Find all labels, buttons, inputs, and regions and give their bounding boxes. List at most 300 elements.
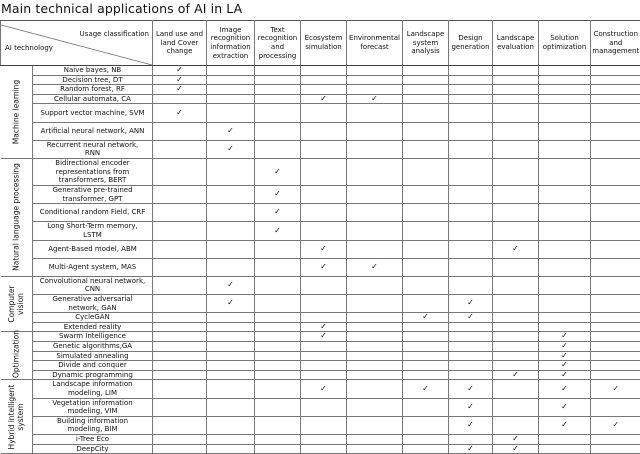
usage-cell <box>153 398 207 416</box>
usage-cell <box>347 258 403 276</box>
check-mark-icon: ✓ <box>561 331 568 340</box>
usage-cell <box>207 361 255 371</box>
usage-cell <box>493 140 539 158</box>
usage-cell <box>449 204 493 222</box>
table-row <box>1 398 640 416</box>
check-mark-icon: ✓ <box>612 384 619 393</box>
usage-cell <box>301 240 347 258</box>
usage-cell <box>403 158 449 185</box>
technology-name: Decision tree, DT <box>33 75 153 85</box>
table-row <box>1 342 640 352</box>
usage-cell <box>301 75 347 85</box>
check-mark-icon: ✓ <box>467 312 474 321</box>
usage-cell <box>403 122 449 140</box>
usage-cell <box>255 158 301 185</box>
usage-cell <box>449 351 493 361</box>
usage-cell <box>255 104 301 122</box>
usage-cell <box>493 258 539 276</box>
usage-cell <box>449 380 493 398</box>
group-label: Natural language processing <box>12 160 21 274</box>
check-mark-icon: ✓ <box>561 360 568 369</box>
check-mark-icon: ✓ <box>371 262 378 271</box>
usage-cell <box>207 444 255 454</box>
usage-cell <box>153 361 207 371</box>
usage-cell <box>207 122 255 140</box>
column-header: Land use and land Cover change <box>153 21 207 66</box>
usage-cell <box>591 66 640 76</box>
check-mark-icon: ✓ <box>422 384 429 393</box>
usage-cell <box>255 322 301 332</box>
check-mark-icon: ✓ <box>320 331 327 340</box>
usage-cell <box>153 380 207 398</box>
usage-cell <box>347 313 403 323</box>
usage-cell <box>153 434 207 444</box>
usage-cell <box>255 398 301 416</box>
usage-cell <box>301 416 347 434</box>
check-mark-icon: ✓ <box>467 444 474 453</box>
check-mark-icon: ✓ <box>176 75 183 84</box>
usage-cell <box>493 185 539 203</box>
technology-name: Landscape information modeling, LIM <box>33 380 153 398</box>
column-header: Landscape evaluation <box>493 21 539 66</box>
check-mark-icon: ✓ <box>561 370 568 379</box>
usage-cell <box>207 370 255 380</box>
technology-name: Artificial neural network, ANN <box>33 122 153 140</box>
technology-name: Divide and conquer <box>33 361 153 371</box>
usage-cell <box>591 444 640 454</box>
usage-cell <box>591 332 640 342</box>
usage-cell <box>255 240 301 258</box>
usage-cell <box>301 66 347 76</box>
usage-cell <box>255 122 301 140</box>
usage-cell <box>301 122 347 140</box>
check-mark-icon: ✓ <box>176 84 183 93</box>
usage-cell <box>493 75 539 85</box>
usage-cell <box>591 416 640 434</box>
table-row <box>1 444 640 454</box>
usage-cell <box>255 444 301 454</box>
usage-cell <box>153 370 207 380</box>
usage-cell <box>539 94 591 104</box>
usage-cell <box>347 158 403 185</box>
usage-cell <box>539 122 591 140</box>
usage-cell <box>153 140 207 158</box>
usage-cell <box>153 222 207 240</box>
usage-cell <box>449 322 493 332</box>
usage-cell <box>207 258 255 276</box>
usage-cell <box>153 122 207 140</box>
usage-cell <box>403 322 449 332</box>
usage-cell <box>449 66 493 76</box>
column-header: Solution optimization <box>539 21 591 66</box>
usage-cell <box>403 104 449 122</box>
check-mark-icon: ✓ <box>274 207 281 216</box>
check-mark-icon: ✓ <box>320 94 327 103</box>
technology-name: Naive bayes, NB <box>33 66 153 76</box>
table-row <box>1 276 640 294</box>
usage-cell <box>539 416 591 434</box>
table-row <box>1 122 640 140</box>
usage-cell <box>591 313 640 323</box>
ai-applications-table <box>0 20 640 454</box>
usage-cell <box>347 75 403 85</box>
usage-cell <box>493 204 539 222</box>
table-row <box>1 295 640 313</box>
check-mark-icon: ✓ <box>467 384 474 393</box>
usage-cell <box>153 240 207 258</box>
usage-cell <box>255 380 301 398</box>
technology-name: Extended reality <box>33 322 153 332</box>
usage-cell <box>153 258 207 276</box>
usage-cell <box>591 361 640 371</box>
table-row <box>1 258 640 276</box>
usage-cell <box>449 313 493 323</box>
usage-cell <box>449 444 493 454</box>
usage-cell <box>539 258 591 276</box>
usage-cell <box>153 204 207 222</box>
usage-cell <box>449 398 493 416</box>
usage-cell <box>301 276 347 294</box>
usage-cell <box>347 332 403 342</box>
usage-cell <box>153 94 207 104</box>
usage-cell <box>591 158 640 185</box>
usage-cell <box>449 240 493 258</box>
check-mark-icon: ✓ <box>274 189 281 198</box>
technology-name: Generative adversarial network, GAN <box>33 295 153 313</box>
usage-cell <box>403 398 449 416</box>
technology-name: CycleGAN <box>33 313 153 323</box>
usage-cell <box>591 398 640 416</box>
technology-name: Swarm Intelligence <box>33 332 153 342</box>
diagonal-divider <box>1 21 152 65</box>
usage-cell <box>255 332 301 342</box>
usage-cell <box>403 140 449 158</box>
column-header: Construction and management <box>591 21 640 66</box>
check-mark-icon: ✓ <box>561 402 568 411</box>
usage-cell <box>493 416 539 434</box>
check-mark-icon: ✓ <box>320 384 327 393</box>
diagonal-header-cell <box>1 21 153 66</box>
usage-cell <box>591 434 640 444</box>
usage-cell <box>539 85 591 95</box>
usage-cell <box>539 295 591 313</box>
usage-classification-label: Usage classification <box>80 30 149 39</box>
header-row <box>1 21 640 66</box>
check-mark-icon: ✓ <box>467 298 474 307</box>
usage-cell <box>347 342 403 352</box>
usage-cell <box>591 276 640 294</box>
check-mark-icon: ✓ <box>320 244 327 253</box>
check-mark-icon: ✓ <box>371 94 378 103</box>
usage-cell <box>255 416 301 434</box>
usage-cell <box>153 276 207 294</box>
check-mark-icon: ✓ <box>274 226 281 235</box>
check-mark-icon: ✓ <box>612 420 619 429</box>
usage-cell <box>539 104 591 122</box>
check-mark-icon: ✓ <box>320 322 327 331</box>
group-label: Machine learning <box>12 68 21 157</box>
usage-cell <box>301 222 347 240</box>
usage-cell <box>449 140 493 158</box>
check-mark-icon: ✓ <box>227 126 234 135</box>
usage-cell <box>493 222 539 240</box>
usage-cell <box>207 85 255 95</box>
usage-cell <box>449 75 493 85</box>
check-mark-icon: ✓ <box>320 262 327 271</box>
check-mark-icon: ✓ <box>422 312 429 321</box>
usage-cell <box>591 204 640 222</box>
table-row <box>1 94 640 104</box>
usage-cell <box>153 295 207 313</box>
column-header: Design generation <box>449 21 493 66</box>
usage-cell <box>207 94 255 104</box>
usage-cell <box>207 222 255 240</box>
usage-cell <box>591 185 640 203</box>
group-label: Computer vision <box>7 278 25 330</box>
usage-cell <box>347 240 403 258</box>
usage-cell <box>347 444 403 454</box>
usage-cell <box>449 416 493 434</box>
usage-cell <box>347 185 403 203</box>
usage-cell <box>403 66 449 76</box>
usage-cell <box>493 332 539 342</box>
usage-cell <box>449 295 493 313</box>
usage-cell <box>403 85 449 95</box>
technology-name: DeepCity <box>33 444 153 454</box>
usage-cell <box>255 204 301 222</box>
usage-cell <box>539 75 591 85</box>
usage-cell <box>493 66 539 76</box>
usage-cell <box>493 342 539 352</box>
table-row <box>1 351 640 361</box>
usage-cell <box>493 104 539 122</box>
check-mark-icon: ✓ <box>561 384 568 393</box>
usage-cell <box>493 398 539 416</box>
usage-cell <box>403 222 449 240</box>
usage-cell <box>255 351 301 361</box>
group-label: Hybrid intelligent system <box>7 382 25 452</box>
usage-cell <box>255 75 301 85</box>
usage-cell <box>347 351 403 361</box>
usage-cell <box>403 295 449 313</box>
usage-cell <box>403 416 449 434</box>
check-mark-icon: ✓ <box>561 351 568 360</box>
usage-cell <box>207 185 255 203</box>
table-row <box>1 158 640 185</box>
usage-cell <box>207 332 255 342</box>
ai-technology-label: AI technology <box>5 44 53 53</box>
technology-name: Support vector machine, SVM <box>33 104 153 122</box>
usage-cell <box>403 276 449 294</box>
usage-cell <box>449 370 493 380</box>
check-mark-icon: ✓ <box>467 420 474 429</box>
usage-cell <box>347 361 403 371</box>
usage-cell <box>449 158 493 185</box>
usage-cell <box>153 85 207 95</box>
usage-cell <box>449 104 493 122</box>
table-row <box>1 361 640 371</box>
usage-cell <box>539 444 591 454</box>
usage-cell <box>207 380 255 398</box>
table-row <box>1 75 640 85</box>
technology-name: i-Tree Eco <box>33 434 153 444</box>
usage-cell <box>347 222 403 240</box>
check-mark-icon: ✓ <box>512 370 519 379</box>
usage-cell <box>591 104 640 122</box>
usage-cell <box>403 370 449 380</box>
usage-cell <box>493 351 539 361</box>
usage-cell <box>493 276 539 294</box>
technology-name: Random forest, RF <box>33 85 153 95</box>
usage-cell <box>207 158 255 185</box>
usage-cell <box>255 295 301 313</box>
check-mark-icon: ✓ <box>467 402 474 411</box>
table-row <box>1 222 640 240</box>
usage-cell <box>449 332 493 342</box>
technology-name: Long Short-Term memory, LSTM <box>33 222 153 240</box>
usage-cell <box>591 342 640 352</box>
technology-name: Convolutional neural network, CNN <box>33 276 153 294</box>
usage-cell <box>301 370 347 380</box>
usage-cell <box>301 94 347 104</box>
group-label-cell <box>1 66 33 159</box>
usage-cell <box>539 185 591 203</box>
usage-cell <box>493 370 539 380</box>
column-header: Ecosystem simulation <box>301 21 347 66</box>
usage-cell <box>207 66 255 76</box>
usage-cell <box>449 94 493 104</box>
usage-cell <box>255 276 301 294</box>
check-mark-icon: ✓ <box>561 341 568 350</box>
usage-cell <box>403 380 449 398</box>
check-mark-icon: ✓ <box>512 444 519 453</box>
usage-cell <box>403 361 449 371</box>
technology-name: Genetic algorithms,GA <box>33 342 153 352</box>
usage-cell <box>255 434 301 444</box>
usage-cell <box>301 258 347 276</box>
usage-cell <box>207 295 255 313</box>
usage-cell <box>255 370 301 380</box>
usage-cell <box>539 222 591 240</box>
table-row <box>1 380 640 398</box>
usage-cell <box>591 258 640 276</box>
table-row <box>1 240 640 258</box>
group-label-cell <box>1 276 33 332</box>
usage-cell <box>347 434 403 444</box>
technology-name: Bidirectional encoder representations from transformers, BERT <box>33 158 153 185</box>
technology-name: Multi-Agent system, MAS <box>33 258 153 276</box>
usage-cell <box>539 204 591 222</box>
usage-cell <box>347 94 403 104</box>
usage-cell <box>449 222 493 240</box>
usage-cell <box>207 140 255 158</box>
usage-cell <box>539 434 591 444</box>
usage-cell <box>301 351 347 361</box>
usage-cell <box>493 85 539 95</box>
usage-cell <box>591 240 640 258</box>
column-header: Environmental forecast <box>347 21 403 66</box>
usage-cell <box>493 313 539 323</box>
usage-cell <box>301 295 347 313</box>
usage-cell <box>347 140 403 158</box>
usage-cell <box>493 444 539 454</box>
usage-cell <box>591 75 640 85</box>
usage-cell <box>153 416 207 434</box>
check-mark-icon: ✓ <box>274 167 281 176</box>
table-row <box>1 66 640 76</box>
usage-cell <box>255 66 301 76</box>
usage-cell <box>347 204 403 222</box>
usage-cell <box>255 94 301 104</box>
usage-cell <box>153 444 207 454</box>
usage-cell <box>301 434 347 444</box>
usage-cell <box>153 332 207 342</box>
usage-cell <box>493 380 539 398</box>
usage-cell <box>153 104 207 122</box>
check-mark-icon: ✓ <box>227 298 234 307</box>
usage-cell <box>493 295 539 313</box>
usage-cell <box>403 342 449 352</box>
group-label-cell <box>1 158 33 276</box>
usage-cell <box>347 295 403 313</box>
usage-cell <box>301 104 347 122</box>
usage-cell <box>255 342 301 352</box>
usage-cell <box>591 380 640 398</box>
usage-cell <box>255 361 301 371</box>
usage-cell <box>403 313 449 323</box>
usage-cell <box>301 398 347 416</box>
usage-cell <box>539 240 591 258</box>
usage-cell <box>493 322 539 332</box>
usage-cell <box>347 370 403 380</box>
usage-cell <box>539 380 591 398</box>
usage-cell <box>591 322 640 332</box>
usage-cell <box>301 444 347 454</box>
usage-cell <box>347 66 403 76</box>
check-mark-icon: ✓ <box>512 244 519 253</box>
group-label-cell <box>1 332 33 380</box>
usage-cell <box>591 94 640 104</box>
usage-cell <box>207 240 255 258</box>
usage-cell <box>301 332 347 342</box>
usage-cell <box>539 313 591 323</box>
usage-cell <box>403 444 449 454</box>
usage-cell <box>591 370 640 380</box>
usage-cell <box>207 313 255 323</box>
usage-cell <box>255 313 301 323</box>
usage-cell <box>207 416 255 434</box>
usage-cell <box>403 75 449 85</box>
table-title: Main technical applications of AI in LA <box>1 1 242 16</box>
usage-cell <box>153 351 207 361</box>
group-label-cell <box>1 380 33 454</box>
usage-cell <box>207 342 255 352</box>
usage-cell <box>403 332 449 342</box>
usage-cell <box>493 94 539 104</box>
technology-name: Vegetation information modeling, VIM <box>33 398 153 416</box>
usage-cell <box>493 158 539 185</box>
usage-cell <box>301 140 347 158</box>
usage-cell <box>347 322 403 332</box>
usage-cell <box>493 122 539 140</box>
table-row <box>1 104 640 122</box>
usage-cell <box>591 295 640 313</box>
usage-cell <box>153 185 207 203</box>
technology-name: Simulated annealing <box>33 351 153 361</box>
usage-cell <box>207 351 255 361</box>
technology-name: Cellular automata, CA <box>33 94 153 104</box>
usage-cell <box>153 158 207 185</box>
